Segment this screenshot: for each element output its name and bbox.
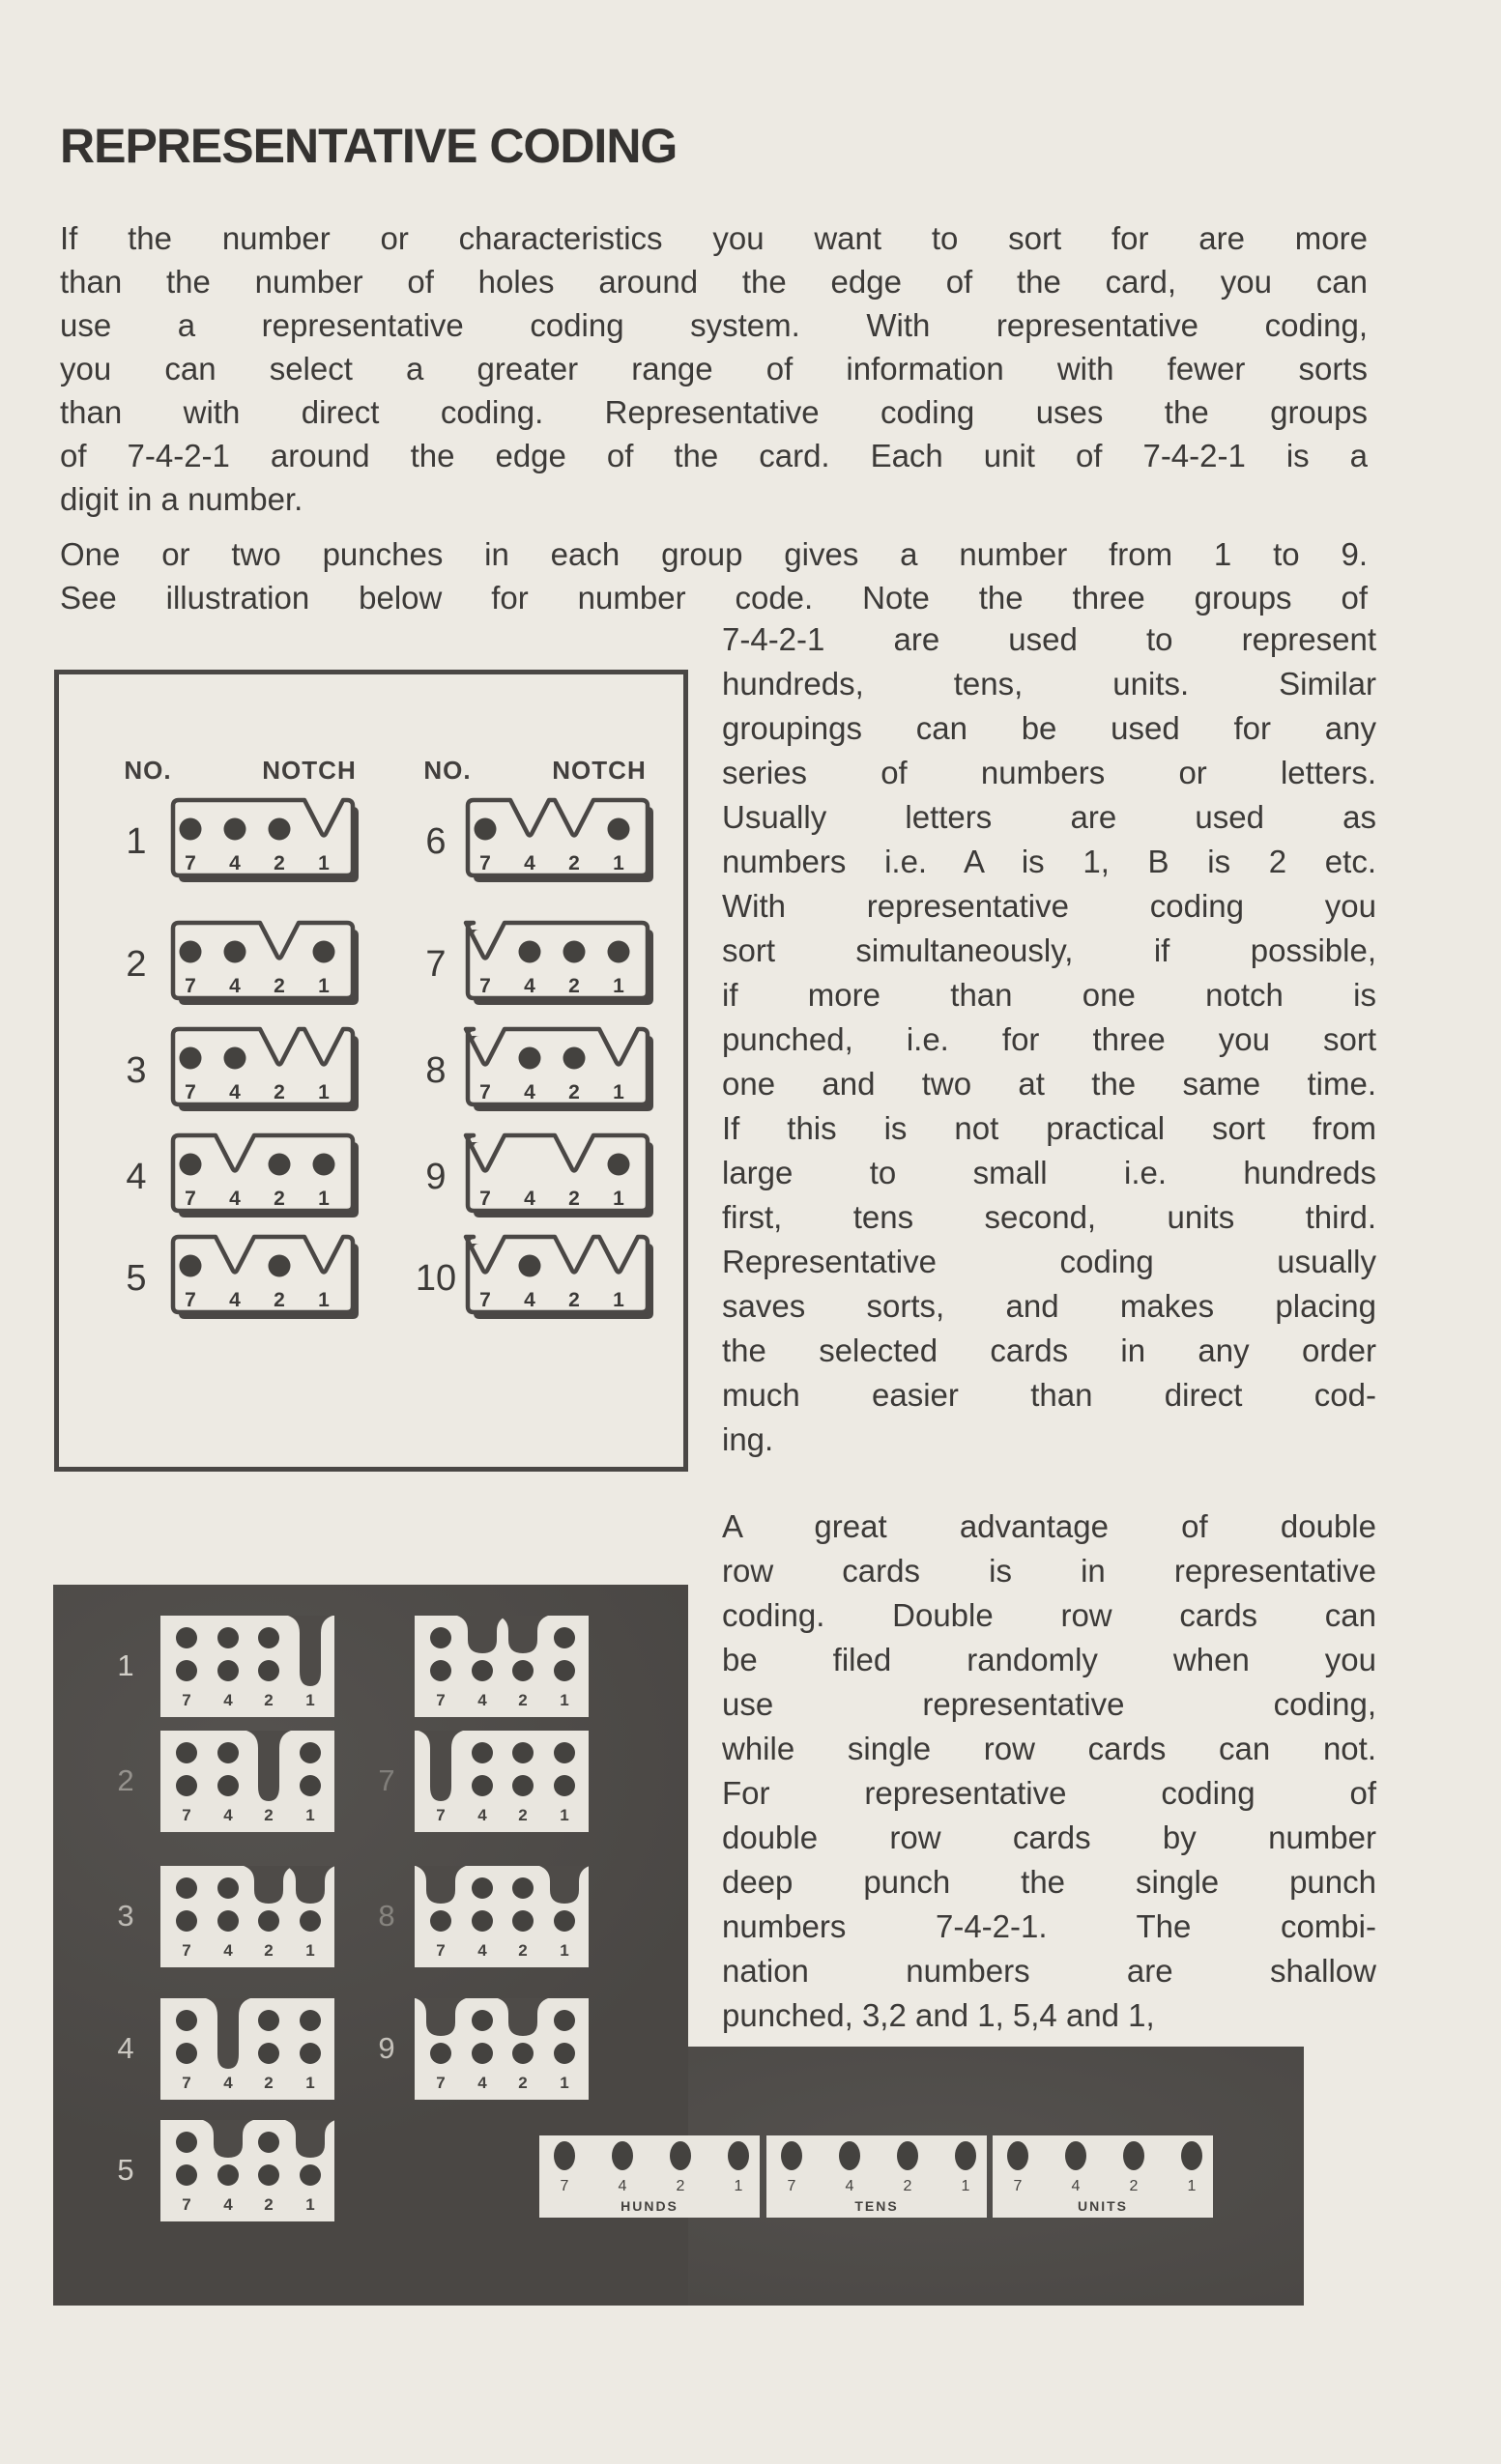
punch-hole-bottom-row [217,2164,239,2186]
punch-hole [728,2141,749,2170]
punch-hole [563,941,586,963]
position-label: 1 [318,1289,330,1311]
position-label: 1 [305,1691,315,1709]
punch-hole [269,1255,291,1277]
position-label: 4 [524,1081,535,1103]
punch-hole-top-row [258,2132,279,2153]
punch-hole-bottom-row [472,1910,493,1932]
text-line: sort simultaneously, if possible, [722,932,1376,968]
text-line: Representative coding usually [722,1244,1376,1279]
punch-hole [1123,2141,1144,2170]
text-line: nation numbers are shallow [722,1953,1376,1989]
punch-hole [608,1154,630,1176]
position-label: 1 [318,975,330,997]
punch-hole [519,1255,541,1277]
punch-hole-bottom-row [258,1660,279,1681]
position-label: 4 [845,2178,854,2194]
punch-hole-top-row [554,1627,575,1648]
edge-notched-card-diagram [468,923,659,1012]
text-line: punched, i.e. for three you sort [722,1021,1376,1057]
punch-hole-bottom-row [300,2164,321,2186]
position-label: 7 [185,1188,196,1210]
position-label: 4 [229,852,241,874]
position-label: 2 [676,2178,685,2194]
punch-hole-top-row [176,2010,197,2031]
punch-hole [313,1154,335,1176]
position-label: 1 [305,2074,315,2092]
text-line: One or two punches in each group gives a number from 1 to 9. [60,536,1368,572]
double-row-edge-notched-card [160,1998,334,2100]
text-line: A great advantage of double [722,1508,1376,1544]
edge-notched-card-diagram [468,800,659,889]
position-label: 1 [560,2074,569,2092]
punch-hole-bottom-row [217,1910,239,1932]
intro-paragraph [60,216,1368,521]
text-line: you can select a greater range of information with fewer sorts [60,351,1368,387]
punch-hole [897,2141,918,2170]
position-label: 2 [518,1806,528,1824]
punch-hole-bottom-row [176,1910,197,1932]
punch-hole-top-row [472,1742,493,1763]
punch-hole [224,818,246,841]
punch-hole [475,818,497,841]
punch-hole-top-row [217,1627,239,1648]
double-row-edge-notched-card [415,1731,589,1832]
punch-hole-top-row [176,1742,197,1763]
text-line: deep punch the single punch [722,1864,1376,1900]
text-line: With representative coding you [722,888,1376,924]
punch-hole-bottom-row [300,2043,321,2064]
text-line: If this is not practical sort from [722,1110,1376,1146]
punch-hole-top-row [472,1877,493,1899]
position-label: 4 [1071,2178,1081,2194]
punch-hole-bottom-row [430,1660,451,1681]
text-line: use representative coding, [722,1686,1376,1722]
position-label: 7 [436,1806,446,1824]
card-number-label: 6 [425,821,447,862]
punch-hole-top-row [176,1877,197,1899]
card-number-label: 8 [378,1899,395,1933]
position-label: 4 [524,852,535,874]
text-line: Usually letters are used as [722,799,1376,835]
text-line: one and two at the same time. [722,1066,1376,1102]
position-label: 2 [274,852,285,874]
punch-hole-bottom-row [176,2164,197,2186]
position-label: 4 [477,1806,487,1824]
text-line: row cards is in representative [722,1553,1376,1589]
text-line: digit in a number. [60,481,303,517]
position-label: 7 [185,852,196,874]
punch-hole [781,2141,802,2170]
punch-hole-bottom-row [554,1660,575,1681]
position-label: 2 [903,2178,912,2194]
text-line: the selected cards in any order [722,1332,1376,1368]
punch-hole-top-row [217,1877,239,1899]
punch-hole [269,818,291,841]
text-line: 7-4-2-1 are used to represent [722,621,1376,657]
position-label: 2 [274,1081,285,1103]
punch-hole [224,1047,246,1070]
punch-hole-top-row [300,2010,321,2031]
position-label: 4 [477,2074,487,2092]
punch-hole [269,1154,291,1176]
card-number-label: 1 [126,821,147,862]
punch-hole-top-row [217,1742,239,1763]
position-label: 1 [613,1188,624,1210]
position-label: 1 [613,1081,624,1103]
text-line: much easier than direct cod- [722,1377,1376,1413]
text-line: large to small i.e. hundreds [722,1155,1376,1190]
position-label: 4 [524,1289,535,1311]
position-label: 1 [305,1806,315,1824]
card-number-label: 3 [126,1050,147,1091]
text-line: ing. [722,1421,774,1457]
edge-notched-card-diagram [173,1237,364,1326]
punch-hole [180,1154,202,1176]
position-label: 4 [229,1081,241,1103]
position-label: 1 [734,2178,743,2194]
text-line: first, tens second, units third. [722,1199,1376,1235]
card-number-label: 7 [425,944,447,985]
punch-hole [519,1047,541,1070]
punch-hole-bottom-row [217,1775,239,1796]
position-label: 2 [568,1188,580,1210]
edge-notched-card-diagram [173,1135,364,1224]
text-line: than the number of holes around the edge of the card, you can [60,264,1368,300]
position-label: 1 [305,1941,315,1960]
text-line: For representative coding of [722,1775,1376,1811]
position-label: 7 [185,1289,196,1311]
position-label: 7 [479,975,491,997]
page-title: REPRESENTATIVE CODING [60,119,678,173]
text-line: numbers 7-4-2-1. The combi- [722,1908,1376,1944]
position-label: 2 [264,1941,274,1960]
card-number-label: 8 [425,1050,447,1091]
card-number-label: 4 [117,2031,134,2065]
punch-hole-bottom-row [472,1775,493,1796]
position-label: 2 [518,1691,528,1709]
position-label: 4 [223,2195,233,2214]
column-paragraph-1 [722,617,1376,1462]
punch-hole-top-row [554,2010,575,2031]
punch-hole [670,2141,691,2170]
punch-hole-bottom-row [472,2043,493,2064]
punch-hole-bottom-row [300,1910,321,1932]
position-label: 4 [223,1941,233,1960]
punch-hole [1007,2141,1028,2170]
position-label: 2 [274,975,285,997]
punch-hole [608,818,630,841]
punch-hole-top-row [176,1627,197,1648]
text-line: use a representative coding system. With representative coding, [60,307,1368,343]
position-label: 2 [264,2074,274,2092]
punch-hole-top-row [258,2010,279,2031]
punch-hole-bottom-row [472,1660,493,1681]
card-number-label: 3 [117,1899,134,1933]
punch-hole-bottom-row [554,1775,575,1796]
punch-hole-bottom-row [176,1660,197,1681]
punch-hole [180,818,202,841]
position-label: 1 [318,1081,330,1103]
card-number-label: 2 [117,1763,134,1797]
position-label: 2 [568,975,580,997]
punch-hole-bottom-row [512,1660,534,1681]
digit-group-card [993,2135,1213,2218]
punch-hole-bottom-row [554,2043,575,2064]
punch-hole-top-row [430,1627,451,1648]
punch-hole [519,941,541,963]
position-label: 2 [1129,2178,1139,2194]
position-label: 4 [229,1289,241,1311]
card-number-label: 7 [378,1763,395,1797]
position-label: 7 [436,1941,446,1960]
position-label: 1 [560,1691,569,1709]
position-label: 4 [477,1941,487,1960]
edge-notched-card-diagram [468,1237,659,1326]
position-label: 7 [182,1806,191,1824]
punch-hole-bottom-row [258,1910,279,1932]
position-label: 1 [613,975,624,997]
punch-hole-top-row [176,2132,197,2153]
position-label: 7 [787,2178,796,2194]
position-label: 2 [568,852,580,874]
text-line: saves sorts, and makes placing [722,1288,1376,1324]
position-label: 2 [518,2074,528,2092]
text-line: numbers i.e. A is 1, B is 2 etc. [722,844,1376,879]
position-label: 7 [436,1691,446,1709]
card-number-label: 10 [415,1258,457,1299]
text-line: while single row cards can not. [722,1731,1376,1766]
number-code-figure [54,670,688,1472]
text-line: be filed randomly when you [722,1642,1376,1677]
position-label: 2 [274,1289,285,1311]
digit-group-label: HUNDS [621,2198,678,2214]
double-row-edge-notched-card [160,1866,334,1967]
punch-hole-bottom-row [554,1910,575,1932]
position-label: 1 [1187,2178,1197,2194]
column-header-notch: NOTCH [262,756,357,785]
punch-hole [554,2141,575,2170]
position-label: 7 [479,852,491,874]
punch-hole-top-row [554,1742,575,1763]
punch-hole-top-row [512,1742,534,1763]
position-label: 4 [477,1691,487,1709]
edge-notched-card-diagram [173,923,364,1012]
punch-hole [612,2141,633,2170]
punch-hole-bottom-row [512,1910,534,1932]
position-label: 1 [613,1289,624,1311]
position-label: 4 [524,975,535,997]
punch-hole-bottom-row [512,1775,534,1796]
position-label: 7 [436,2074,446,2092]
digit-group-label: TENS [854,2198,899,2214]
punch-hole-bottom-row [300,1775,321,1796]
position-label: 7 [182,2195,191,2214]
text-line: punched, 3,2 and 1, 5,4 and 1, [722,1997,1155,2033]
card-number-label: 9 [425,1157,447,1197]
position-label: 4 [223,2074,233,2092]
position-label: 1 [305,2195,315,2214]
column-header-no: NO. [124,756,172,785]
punch-hole [608,941,630,963]
punch-hole-bottom-row [258,2164,279,2186]
text-line: if more than one notch is [722,977,1376,1013]
position-label: 1 [961,2178,970,2194]
column-header-notch: NOTCH [552,756,647,785]
position-label: 1 [318,1188,330,1210]
position-label: 4 [229,1188,241,1210]
punch-hole-bottom-row [217,1660,239,1681]
punch-hole-top-row [300,1742,321,1763]
text-line: See illustration below for number code. Note the three groups of [60,580,1368,616]
digit-group-label: UNITS [1078,2198,1128,2214]
punch-hole-bottom-row [176,2043,197,2064]
punch-hole [1065,2141,1086,2170]
punch-hole-bottom-row [258,2043,279,2064]
text-line: If the number or characteristics you want to sort for are more [60,220,1368,256]
edge-notched-card-diagram [173,1029,364,1118]
position-label: 1 [560,1806,569,1824]
edge-notched-card-diagram [468,1135,659,1224]
position-label: 7 [479,1081,491,1103]
position-label: 7 [185,975,196,997]
position-label: 4 [229,975,241,997]
text-line: than with direct coding. Representative coding uses the groups [60,394,1368,430]
punch-hole-top-row [258,1627,279,1648]
punch-hole [180,1255,202,1277]
position-label: 4 [524,1188,535,1210]
double-row-edge-notched-card [160,2120,334,2221]
edge-notched-card-diagram [173,800,364,889]
card-number-label: 1 [117,1648,134,1682]
card-number-label: 4 [126,1157,147,1197]
text-line: coding. Double row cards can [722,1597,1376,1633]
digit-group-card [766,2135,987,2218]
punch-hole [1181,2141,1202,2170]
position-label: 7 [479,1188,491,1210]
position-label: 2 [518,1941,528,1960]
punch-hole [563,1047,586,1070]
card-number-label: 2 [126,944,147,985]
position-label: 7 [182,1941,191,1960]
punch-hole-top-row [512,1877,534,1899]
card-number-label: 5 [126,1258,147,1299]
position-label: 7 [560,2178,569,2194]
position-label: 1 [318,852,330,874]
punch-hole [839,2141,860,2170]
punch-hole [313,941,335,963]
punch-hole-bottom-row [512,2043,534,2064]
position-label: 7 [185,1081,196,1103]
double-row-card-photo-figure [53,1585,1304,2306]
position-label: 7 [182,2074,191,2092]
position-label: 1 [560,1941,569,1960]
punch-hole-bottom-row [430,1910,451,1932]
position-label: 2 [568,1289,580,1311]
digit-group-card [539,2135,760,2218]
column-header-no: NO. [423,756,472,785]
position-label: 1 [613,852,624,874]
card-number-label: 5 [117,2153,134,2187]
punch-hole [180,941,202,963]
punch-hole-bottom-row [176,1775,197,1796]
position-label: 4 [223,1806,233,1824]
punch-hole [180,1047,202,1070]
double-row-edge-notched-card [415,1866,589,1967]
position-label: 7 [479,1289,491,1311]
second-paragraph [60,532,1368,619]
text-line: series of numbers or letters. [722,755,1376,790]
text-line: hundreds, tens, units. Similar [722,666,1376,702]
edge-notched-card-diagram [468,1029,659,1118]
double-row-edge-notched-card [415,1616,589,1717]
punch-hole-top-row [472,2010,493,2031]
text-line: double row cards by number [722,1819,1376,1855]
double-row-edge-notched-card [415,1998,589,2100]
double-row-edge-notched-card [160,1731,334,1832]
text-line: groupings can be used for any [722,710,1376,746]
punch-hole-bottom-row [430,2043,451,2064]
position-label: 2 [264,1691,274,1709]
text-line: of 7-4-2-1 around the edge of the card. Each unit of 7-4-2-1 is a [60,438,1368,473]
position-label: 4 [618,2178,627,2194]
position-label: 4 [223,1691,233,1709]
card-number-label: 9 [378,2031,395,2065]
position-label: 7 [182,1691,191,1709]
punch-hole [955,2141,976,2170]
position-label: 2 [568,1081,580,1103]
punch-hole [224,941,246,963]
double-row-edge-notched-card [160,1616,334,1717]
position-label: 2 [274,1188,285,1210]
position-label: 7 [1013,2178,1023,2194]
position-label: 2 [264,1806,274,1824]
position-label: 2 [264,2195,274,2214]
